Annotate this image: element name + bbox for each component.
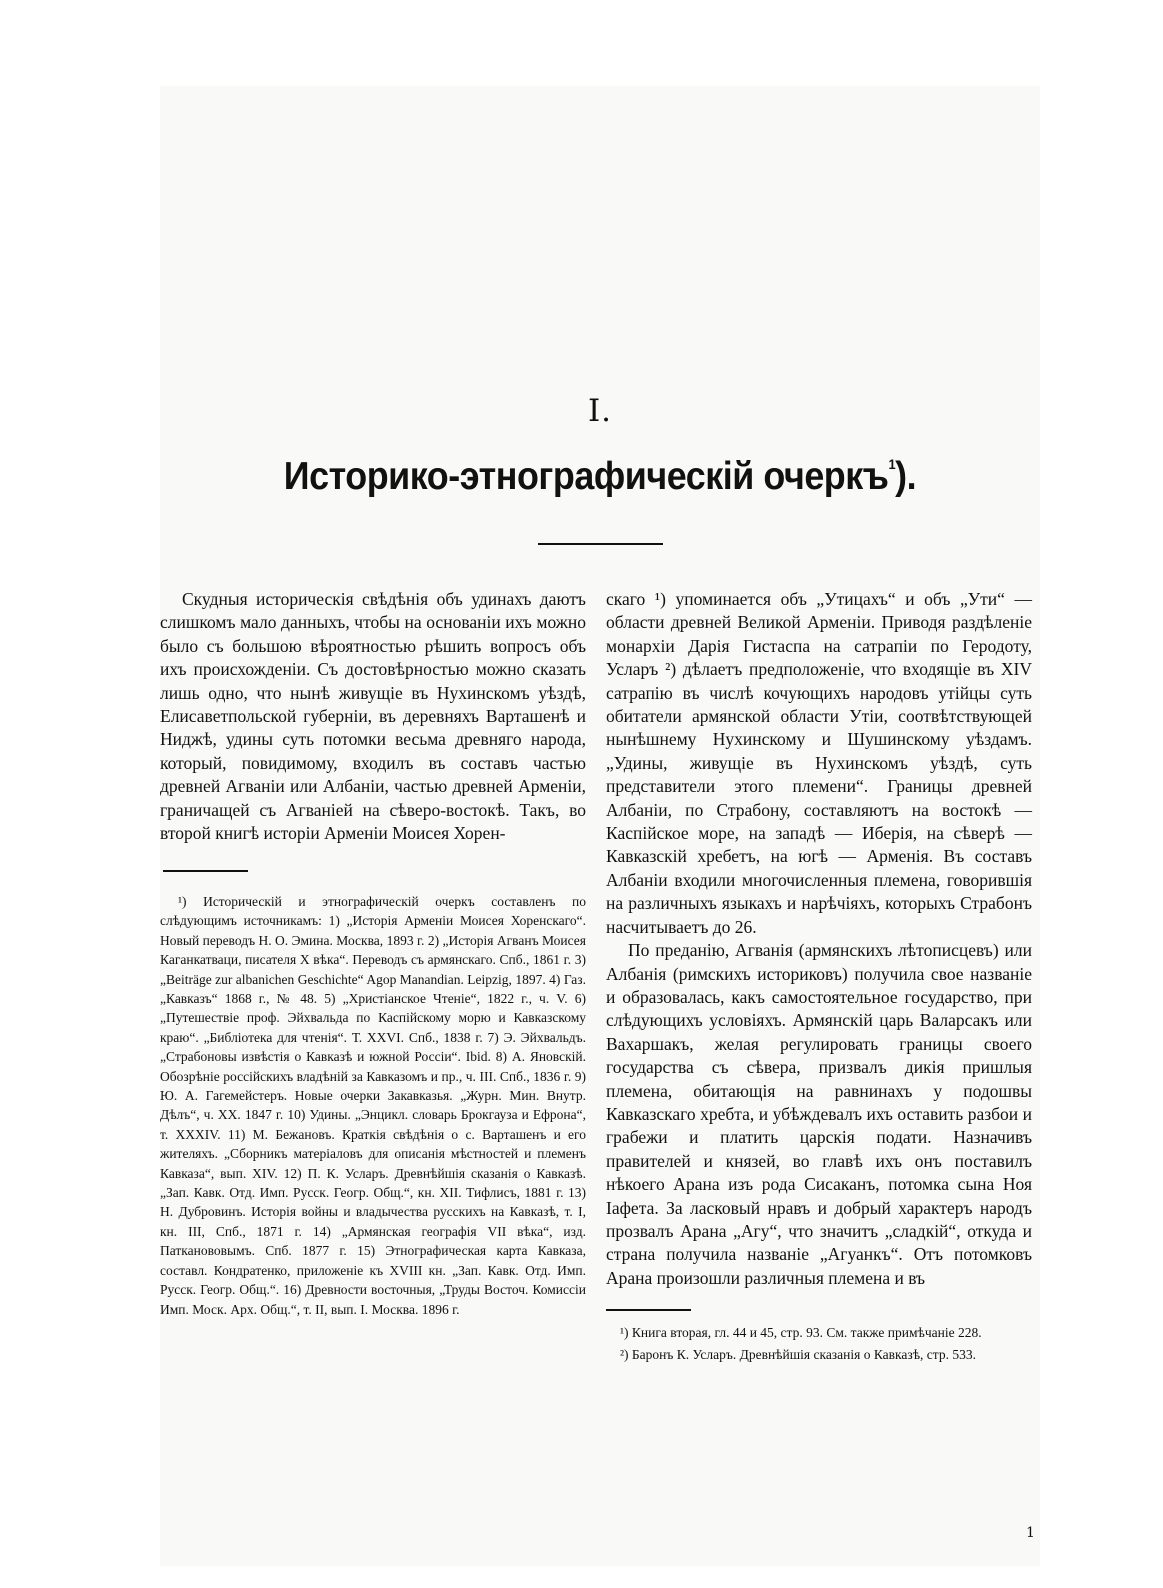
chapter-title-text: Историко-этнографическій очеркъ <box>283 455 889 498</box>
right-column <box>606 588 1032 1368</box>
page-number: 1 <box>1026 1525 1035 1541</box>
footnote-sources: ¹) Историческій и этнографическій очеркъ составленъ по слѣдующимъ источникамъ: 1) „Исторія Арменіи Моисея Хоренскаго“. Новый переводъ Н. О. Эмина. Москва, 1893 г. 2) „Исторія Агванъ Моисея Каганкатваци, писателя X вѣка“. Переводъ съ армянскаго. Спб., 1861 г. 3) „Beiträge zur albanichen Geschichte“ Agop Manandian. Leipzig, 1897. 4) Газ. „Кавказъ“ 1868 г., № 48. 5) „Христіанское Чтеніе“, 1822 г., ч. V. 6) „Путешествіе проф. Эйхвальда по Каспійскому морю и Кавказскому краю“. „Библіотека для чтенія“. Т. XXVI. Спб., 1838 г. 7) Э. Эйхвальдъ. „Страбоновы извѣстія о Кавказѣ и южной Россіи“. Ibid. 8) А. Яновскій. Обозрѣніе россійскихъ владѣній за Кавказомъ и пр., ч. III. Спб., 1836 г. 9) Ю. А. Гагемейстеръ. Новые очерки Закавказья. „Журн. Мин. Внутр. Дѣлъ“, ч. XX. 1847 г. 10) Удины. „Энцикл. словарь Брокгауза и Ефрона“, т. XXXIV. 11) М. Бежановъ. Краткія свѣдѣнія о с. Варташенъ и его жителяхъ. „Сборникъ матеріаловъ для описанія мѣстностей и племенъ Кавказа“, вып. XIV. 12) П. К. Усларъ. Древнѣйшія сказанія о Кавказѣ. „Зап. Кавк. Отд. Имп. Русск. Геогр. Общ.“, кн. XII. Тифлисъ, 1881 г. 13) Н. Дубровинъ. Исторія войны и владычества русскихъ на Кавказѣ, т. I, кн. III, Спб., 1871 г. 14) „Армянская географія VII вѣка“, изд. Патканововымъ. Спб. 1877 г. 15) Этнографическая карта Кавказа, составл. Кондратенко, приложеніе къ XVIII кн. „Зап. Кавк. Отд. Имп. Русск. Геогр. Общ.“. 16) Древности восточныя, „Труды Восточ. Комиссіи Имп. Моск. Арх. Общ.“, т. II, вып. I. Москва. 1896 г. <box>160 893 586 1317</box>
footnote-divider <box>606 1309 691 1311</box>
footnote-divider <box>163 870 248 872</box>
chapter-title <box>48 455 1152 499</box>
left-column <box>160 588 586 1319</box>
chapter-number: I. <box>587 393 613 429</box>
title-rule <box>538 543 663 545</box>
right-paragraph-2: По преданію, Агванія (армянскихъ лѣтописцевъ) или Албанія (римскихъ историковъ) получила свое названіе и образовалась, какъ самостоятельное государство, при слѣдующихъ условіяхъ. Армянскій царь Валарсакъ или Вахаршакъ, желая регулировать границы своего государства съ сѣвера, призвалъ дикія пришлыя племена, обитающія на равнинахъ у подошвы Кавказскаго хребта, и убѣждевалъ ихъ оставить разбои и грабежи и платить царскія подати. Назначивъ правителей и князей, во главѣ ихъ онъ поставилъ нѣкоего Арана изъ рода Сисаканъ, потомка сына Ноя Іафета. За ласковый нравъ и добрый характеръ народъ прозвалъ Арана „Агу“, что значитъ „сладкій“, откуда и страна получила названіе „Агуанкъ“. Отъ потомковъ Арана произошли различныя племена и въ <box>606 940 1032 1288</box>
chapter-title-footnote-mark: 1 <box>888 456 896 472</box>
chapter-title-close: ). <box>895 455 917 498</box>
left-paragraph: Скудныя историческія свѣдѣнія объ удинахъ даютъ слишкомъ мало данныхъ, чтобы на основаніи ихъ можно было съ большою вѣроятностью рѣшить вопросъ объ ихъ происхожденіи. Съ достовѣрностью можно сказать лишь одно, что нынѣ живущіе въ Нухинскомъ уѣздѣ, Елисаветпольской губерніи, въ деревняхъ Варташенѣ и Ниджѣ, удины суть потомки весьма древняго народа, который, повидимому, входилъ въ составъ частью древней Агваніи или Албаніи, частью древней Арменіи, граничащей съ Агваніей на сѣверо-востокѣ. Такъ, во второй книгѣ исторіи Арменіи Моисея Хорен- <box>160 589 586 844</box>
footnote-2: ²) Баронъ К. Усларъ. Древнѣйшія сказанія о Кавказѣ, стр. 533. <box>620 1347 976 1363</box>
footnote-1: ¹) Книга вторая, гл. 44 и 45, стр. 93. См. также примѣчаніе 228. <box>620 1324 982 1340</box>
right-paragraph-1: скаго ¹) упоминается объ „Утицахъ“ и объ „Ути“ — области древней Великой Арменіи. Приводя раздѣленіе монархіи Дарія Гистаспа на сатрапіи по Геродоту, Усларъ ²) дѣлаетъ предположеніе, что входящіе въ XIV сатрапію въ числѣ кочующихъ народовъ утійцы суть обитатели армянской области Утіи, соотвѣтствующей нынѣшнему Нухинскому и Шушинскому уѣздамъ. „Удины, живущіе въ Нухинскомъ уѣздѣ, суть представители этого племени“. Границы древней Албаніи, по Страбону, составляютъ на востокѣ — Каспійское море, на западѣ — Иберія, на сѣверѣ — Кавказскій хребетъ, на югѣ — Арменія. Въ составъ Албаніи входили многочисленныя племена, говорившія на различныхъ языкахъ и нарѣчіяхъ, которыхъ Страбонъ насчитываетъ до 26. <box>606 589 1032 937</box>
